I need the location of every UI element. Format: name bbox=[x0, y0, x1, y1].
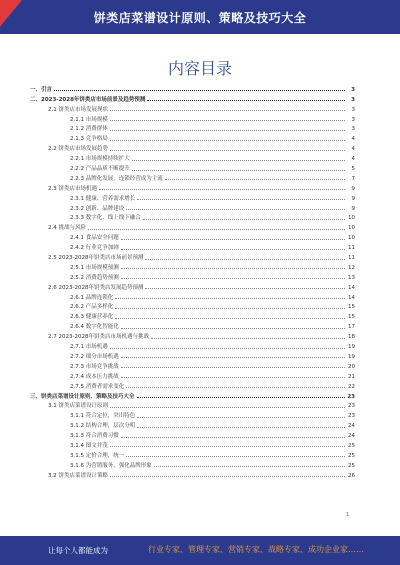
toc-entry[interactable] bbox=[30, 202, 355, 212]
toc-entry-label: 3.1 饼类店菜谱设计原则 bbox=[48, 403, 108, 410]
toc-entry-label: 2.1.3 竞争格局 bbox=[70, 136, 108, 143]
dot-leader bbox=[126, 387, 345, 388]
toc-entry-label: 2.7.4 成本压力挑战 bbox=[70, 373, 119, 380]
toc-entry-page: 10 bbox=[348, 225, 355, 232]
toc-entry[interactable] bbox=[30, 330, 355, 340]
toc-entry[interactable] bbox=[30, 182, 355, 192]
toc-entry[interactable] bbox=[30, 212, 355, 222]
toc-entry-label: 2.1.1 市场规模 bbox=[70, 116, 108, 123]
toc-entry-page: 3 bbox=[351, 116, 355, 123]
dot-leader bbox=[110, 476, 345, 477]
toc-entry-label: 2.2 饼类店市场发展趋势 bbox=[48, 146, 108, 153]
dot-leader bbox=[88, 229, 345, 230]
toc-entry-page: 4 bbox=[351, 156, 355, 163]
toc-entry-page: 14 bbox=[348, 284, 355, 291]
toc-entry-page: 9 bbox=[351, 185, 355, 192]
toc-entry-label: 3.1.4 图文并茂 bbox=[70, 442, 108, 449]
toc-entry[interactable] bbox=[30, 449, 355, 459]
toc-entry[interactable] bbox=[30, 192, 355, 202]
dot-leader bbox=[121, 239, 345, 240]
toc-entry-page: 26 bbox=[348, 472, 355, 479]
toc-entry-label: 2.2.2 产品品质不断提升 bbox=[70, 166, 130, 173]
dot-leader bbox=[110, 407, 345, 408]
dot-leader bbox=[145, 259, 345, 260]
toc-entry-page: 24 bbox=[348, 433, 355, 440]
toc-entry-page: 10 bbox=[348, 235, 355, 242]
toc-entry-label: 2.5.1 市场规模预测 bbox=[70, 264, 119, 271]
toc-entry-label: 三、饼类店菜谱设计原则、策略及技巧大全 bbox=[30, 393, 135, 400]
dot-leader bbox=[151, 338, 345, 339]
toc-entry[interactable] bbox=[30, 390, 355, 400]
toc-entry[interactable] bbox=[30, 241, 355, 251]
toc-entry-page: 4 bbox=[351, 136, 355, 143]
toc-entry-label: 2.2.3 品牌化发展，连锁经营成为主流 bbox=[70, 175, 163, 182]
toc-entry-page: 4 bbox=[351, 146, 355, 153]
toc-entry-page: 25 bbox=[348, 452, 355, 459]
dot-leader bbox=[147, 100, 345, 101]
dot-leader bbox=[115, 308, 345, 309]
toc-entry-label: 一、引言 bbox=[30, 86, 53, 93]
dot-leader bbox=[137, 427, 345, 428]
toc-entry[interactable] bbox=[30, 310, 355, 320]
table-of-contents bbox=[30, 83, 355, 479]
dot-leader bbox=[132, 160, 345, 161]
toc-entry[interactable] bbox=[30, 400, 355, 410]
toc-entry-label: 3.1.1 符合定位，突出特色 bbox=[70, 413, 136, 420]
toc-entry-page: 7 bbox=[351, 175, 355, 182]
toc-entry-page: 20 bbox=[348, 363, 355, 370]
toc-entry-label: 二、2023-2028年饼类店市场前景及趋势预测 bbox=[30, 96, 146, 103]
toc-entry-page: 12 bbox=[348, 264, 355, 271]
toc-entry[interactable] bbox=[30, 251, 355, 261]
toc-entry-page: 21 bbox=[348, 373, 355, 380]
toc-entry-label: 2.6.1 品牌连锁化 bbox=[70, 294, 114, 301]
dot-leader bbox=[99, 189, 345, 190]
toc-entry[interactable] bbox=[30, 83, 355, 93]
toc-entry-label: 2.4.1 食品安全问题 bbox=[70, 235, 119, 242]
toc-entry-label: 3.1.6 为营销服务，强化品牌形象 bbox=[70, 462, 152, 469]
toc-entry-page: 17 bbox=[348, 324, 355, 331]
toc-entry[interactable] bbox=[30, 350, 355, 360]
dot-leader bbox=[121, 278, 345, 279]
dot-leader bbox=[145, 288, 345, 289]
toc-entry[interactable] bbox=[30, 360, 355, 370]
toc-entry-page: 18 bbox=[348, 334, 355, 341]
toc-entry[interactable] bbox=[30, 439, 355, 449]
dot-leader bbox=[110, 120, 345, 121]
toc-entry[interactable] bbox=[30, 340, 355, 350]
toc-entry[interactable] bbox=[30, 281, 355, 291]
toc-entry[interactable] bbox=[30, 142, 355, 152]
toc-entry-label: 2.1.2 消费群体 bbox=[70, 126, 108, 133]
toc-entry-label: 2.4 挑战与风险 bbox=[48, 225, 86, 232]
toc-entry[interactable] bbox=[30, 291, 355, 301]
dot-leader bbox=[110, 150, 345, 151]
toc-entry-page: 23 bbox=[348, 413, 355, 420]
dot-leader bbox=[137, 199, 345, 200]
toc-entry-label: 2.7.1 市场机遇 bbox=[70, 344, 108, 351]
toc-entry-page: 23 bbox=[347, 393, 355, 400]
footer-tagline: 行业专家、管理专家、营销专家、战略专家、成功企业家…… bbox=[148, 545, 364, 554]
toc-entry-label: 2.7 2023-2028年饼类店市场机遇与挑战 bbox=[48, 334, 149, 341]
dot-leader bbox=[121, 377, 345, 378]
dot-leader bbox=[110, 446, 345, 447]
dot-leader bbox=[132, 170, 345, 171]
toc-entry[interactable] bbox=[30, 162, 355, 172]
toc-entry-label: 2.6.3 健康营养化 bbox=[70, 314, 114, 321]
header-banner bbox=[0, 0, 400, 34]
toc-entry[interactable] bbox=[30, 123, 355, 133]
toc-entry-page: 15 bbox=[348, 314, 355, 321]
toc-entry-page: 25 bbox=[348, 462, 355, 469]
toc-entry-page: 3 bbox=[351, 96, 355, 103]
dot-leader bbox=[110, 140, 345, 141]
dot-leader bbox=[121, 328, 345, 329]
toc-entry-label: 2.3.1 健康、营养需求增长 bbox=[70, 195, 136, 202]
toc-entry-page: 25 bbox=[348, 442, 355, 449]
dot-leader bbox=[110, 348, 345, 349]
toc-heading: 内容目录 bbox=[167, 59, 232, 78]
toc-entry-label: 2.4.2 行业竞争加剧 bbox=[70, 245, 119, 252]
footer-slogan: 让每个人都能成为 bbox=[48, 546, 108, 555]
toc-entry-label: 2.6.2 产品多样化 bbox=[70, 304, 114, 311]
toc-entry-label: 2.3.3 数字化、线上线下融合 bbox=[70, 215, 141, 222]
dot-leader bbox=[126, 209, 345, 210]
toc-entry-page: 19 bbox=[348, 344, 355, 351]
dot-leader bbox=[121, 249, 345, 250]
toc-entry[interactable] bbox=[30, 429, 355, 439]
toc-entry-page: 15 bbox=[348, 304, 355, 311]
toc-entry-label: 2.7.3 市场竞争挑战 bbox=[70, 363, 119, 370]
dot-leader bbox=[143, 219, 345, 220]
dot-leader bbox=[110, 130, 345, 131]
toc-entry-page: 14 bbox=[348, 294, 355, 301]
dot-leader bbox=[115, 318, 345, 319]
toc-entry-page: 9 bbox=[351, 195, 355, 202]
toc-entry-page: 24 bbox=[348, 423, 355, 430]
toc-entry-label: 2.7.5 消费者需求变化 bbox=[70, 383, 125, 390]
toc-entry[interactable] bbox=[30, 152, 355, 162]
toc-entry[interactable] bbox=[30, 113, 355, 123]
toc-entry-page: 22 bbox=[348, 383, 355, 390]
dot-leader bbox=[54, 90, 345, 91]
toc-entry-label: 2.7.2 细分市场机遇 bbox=[70, 353, 119, 360]
toc-entry-label: 3.1.5 定价合理，统一 bbox=[70, 452, 125, 459]
toc-entry[interactable] bbox=[30, 172, 355, 182]
dot-leader bbox=[121, 437, 345, 438]
toc-entry-label: 2.5.2 消费趋势预测 bbox=[70, 274, 119, 281]
toc-entry[interactable] bbox=[30, 93, 355, 103]
document-title: 饼类店菜谱设计原则、策略及技巧大全 bbox=[93, 11, 307, 25]
toc-entry[interactable] bbox=[30, 301, 355, 311]
dot-leader bbox=[165, 179, 345, 180]
toc-entry[interactable] bbox=[30, 271, 355, 281]
toc-entry-page: 10 bbox=[348, 215, 355, 222]
toc-entry-page: 5 bbox=[351, 166, 355, 173]
toc-entry-page: 11 bbox=[348, 255, 355, 262]
toc-entry-label: 2.5 2023-2028年饼类店市场前景预测 bbox=[48, 255, 144, 262]
dot-leader bbox=[115, 298, 345, 299]
toc-entry-page: 13 bbox=[348, 274, 355, 281]
toc-entry[interactable] bbox=[30, 261, 355, 271]
toc-entry[interactable] bbox=[30, 221, 355, 231]
dot-leader bbox=[121, 268, 345, 269]
dot-leader bbox=[121, 357, 345, 358]
toc-entry-page: 19 bbox=[348, 353, 355, 360]
toc-entry[interactable] bbox=[30, 419, 355, 429]
toc-entry[interactable] bbox=[30, 409, 355, 419]
toc-entry[interactable] bbox=[30, 231, 355, 241]
toc-entry-label: 2.3.2 创新、品牌建设 bbox=[70, 205, 125, 212]
toc-entry-page: 11 bbox=[348, 245, 355, 252]
toc-entry-label: 2.6.4 数字化智能化 bbox=[70, 324, 119, 331]
toc-entry-label: 2.3 饼类店市场机遇 bbox=[48, 185, 97, 192]
toc-entry-page: 3 bbox=[351, 106, 355, 113]
toc-entry[interactable] bbox=[30, 320, 355, 330]
toc-entry-label: 2.6 2023-2028年饼类店发展趋势预测 bbox=[48, 284, 144, 291]
page-number: 1 bbox=[346, 512, 350, 518]
toc-entry-label: 3.1.3 符合消费习惯 bbox=[70, 433, 119, 440]
dot-leader bbox=[137, 397, 345, 398]
toc-entry[interactable] bbox=[30, 380, 355, 390]
toc-entry[interactable] bbox=[30, 469, 355, 479]
dot-leader bbox=[110, 110, 345, 111]
toc-entry-page: 23 bbox=[348, 403, 355, 410]
toc-entry[interactable] bbox=[30, 132, 355, 142]
toc-entry[interactable] bbox=[30, 103, 355, 113]
toc-entry-label: 2.2.1 市场规模持续扩大 bbox=[70, 156, 130, 163]
dot-leader bbox=[121, 367, 345, 368]
toc-entry[interactable] bbox=[30, 370, 355, 380]
toc-entry[interactable] bbox=[30, 459, 355, 469]
dot-leader bbox=[137, 417, 345, 418]
toc-entry-label: 3.2 饼类店菜谱设计策略 bbox=[48, 472, 108, 479]
dot-leader bbox=[154, 466, 345, 467]
toc-entry-label: 3.1.2 结构合理，层次分明 bbox=[70, 423, 136, 430]
toc-entry-page: 3 bbox=[351, 86, 355, 93]
toc-entry-label: 2.1 饼类店市场发展现状 bbox=[48, 106, 108, 113]
footer-banner bbox=[0, 536, 400, 565]
dot-leader bbox=[126, 456, 345, 457]
toc-entry-page: 9 bbox=[351, 205, 355, 212]
toc-entry-page: 3 bbox=[351, 126, 355, 133]
